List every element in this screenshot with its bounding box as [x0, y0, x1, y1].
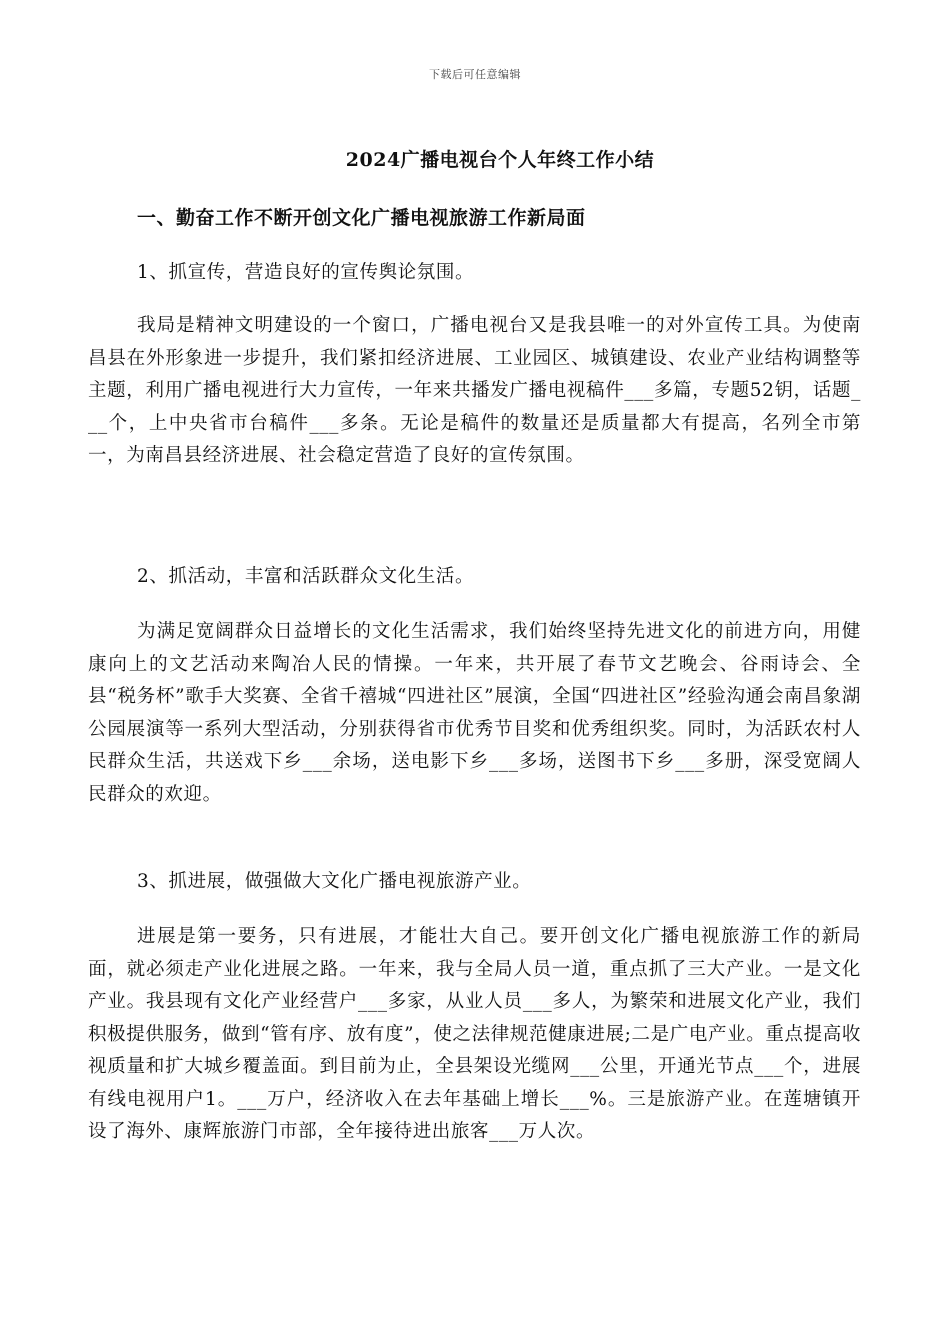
section-heading: 一、勤奋工作不断开创文化广播电视旅游工作新局面: [137, 207, 586, 229]
item-paragraph-1: 我局是精神文明建设的一个窗口，广播电视台又是我县唯一的对外宣传工具。为使南昌县在外形象进一步提升，我们紧扣经济进展、工业园区、城镇建设、农业产业结构调整等主题，利用广播电视进行大力宣传，一年来共播发广播电视稿件___多篇，专题52钥，话题___个，上中央省市台稿件___多条。无论是稿件的数量还是质量都大有提高，名列全市第一，为南昌县经济进展、社会稳定营造了良好的宣传氛围。: [88, 315, 861, 466]
document-title: 2024广播电视台个人年终工作小结: [345, 149, 655, 171]
item-heading-1: 1、抓宣传，营造良好的宣传舆论氛围。: [137, 262, 475, 283]
header-note: 下载后可任意编辑: [429, 68, 521, 81]
item-heading-3: 3、抓进展，做强做大文化广播电视旅游产业。: [137, 871, 532, 892]
item-paragraph-2: 为满足宽阔群众日益增长的文化生活需求，我们始终坚持先进文化的前进方向，用健康向上的文艺活动来陶冶人民的情操。一年来，共开展了春节文艺晚会、谷雨诗会、全县“税务杯”歌手大奖赛、全省千禧城“四进社区”展演，全国“四进社区”经验沟通会南昌象湖公园展演等一系列大型活动，分别获得省市优秀节目奖和优秀组织奖。同时，为活跃农村人民群众生活，共送戏下乡___余场，送电影下乡___多场，送图书下乡___多册，深受宽阔人民群众的欢迎。: [88, 621, 861, 805]
item-paragraph-3: 进展是第一要务，只有进展，才能壮大自己。要开创文化广播电视旅游工作的新局面，就必须走产业化进展之路。一年来，我与全局人员一道，重点抓了三大产业。一是文化产业。我县现有文化产业经营户___多家，从业人员___多人，为繁荣和进展文化产业，我们积极提供服务，做到“管有序、放有度”，使之法律规范健康进展;二是广电产业。重点提高收视质量和扩大城乡覆盖面。到目前为止，全县架设光缆网___公里，开通光节点___个，进展有线电视用户1。___万户，经济收入在去年基础上增长___%。三是旅游产业。在莲塘镇开设了海外、康辉旅游门市部，全年接待进出旅客___万人次。: [88, 926, 861, 1142]
item-heading-2: 2、抓活动，丰富和活跃群众文化生活。: [137, 566, 475, 587]
